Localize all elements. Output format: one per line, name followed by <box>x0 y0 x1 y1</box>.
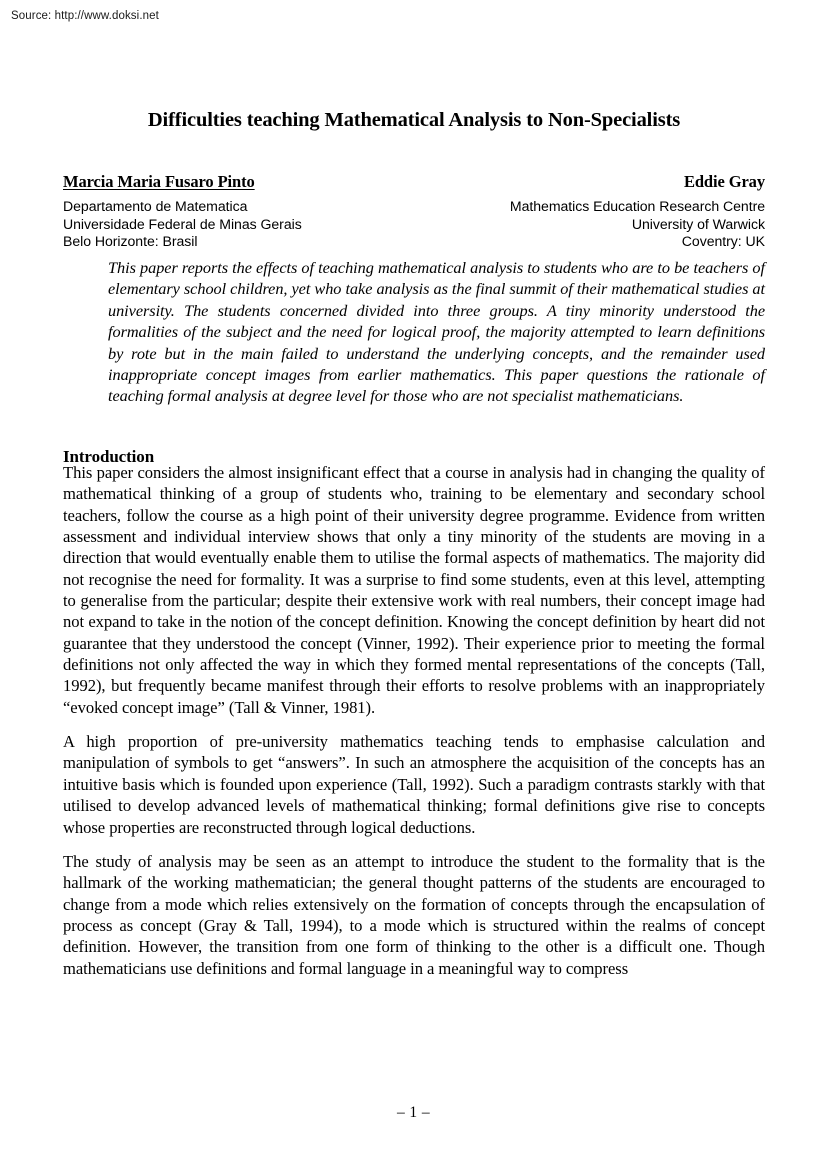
affiliation-left <box>63 198 400 251</box>
page-title: Difficulties teaching Mathematical Analysis to Non-Specialists <box>147 109 681 131</box>
author-left <box>63 171 400 251</box>
affiliation-right <box>428 198 765 251</box>
author-block <box>63 171 765 251</box>
affiliation-line: Departamento de Matematica <box>63 198 248 214</box>
body-text <box>63 462 765 979</box>
page-number-footer: – 1 – <box>397 1104 430 1121</box>
affiliation-line: Universidade Federal de Minas Gerais <box>63 215 302 232</box>
section-heading-introduction: Introduction <box>63 447 155 467</box>
affiliation-line: University of Warwick <box>631 215 765 232</box>
author-name-right: Eddie Gray <box>683 172 765 191</box>
body-paragraph: This paper considers the almost insignificant effect that a course in analysis had in changing the quality of mathematical thinking of a group of students who, training to be elementary and secondary school teachers, follow the course as a high point of their university degree programme. Evidence from written assessment and individual interview shows that only a tiny minority of the students are moving in a direction that would eventually enable them to utilise the formal aspects of mathematics. The majority did not recognise the need for formality. It was a surprise to find some students, even at this level, attempting to generalise from the particular; despite their extensive work with real numbers, their concept image had not expand to take in the notion of the concept definition. Knowing the concept definition by heart did not guarantee that they understood the concept (Vinner, 1992). Their experience prior to meeting the formal definitions not only affected the way in which they formed mental representations of the concepts (Tall, 1992), but frequently became manifest through their efforts to resolve problems with an inappropriately “evoked concept image” (Tall & Vinner, 1981). <box>63 463 765 717</box>
author-right <box>428 171 765 251</box>
abstract-text: This paper reports the effects of teaching mathematical analysis to students who are to be teachers of elementary school children, yet who take analysis as the final summit of their mathematical studies at university. The students concerned divided into three groups. A tiny minority understood the formalities of the subject and the need for logical proof, the majority attempted to learn definitions by rote but in the main failed to understand the underlying concepts, and the remainder used inappropriate concept images from earlier mathematics. This paper questions the rationale of teaching formal analysis at degree level for those who are not specialist mathematicians. <box>108 258 765 406</box>
body-paragraph: A high proportion of pre-university mathematics teaching tends to emphasise calculation and manipulation of symbols to get “answers”. In such an atmosphere the acquisition of the concepts has an intuitive basis which is founded upon experience (Tall, 1992). Such a paradigm contrasts starkly with that utilised to develop advanced levels of mathematical thinking; formal definitions give rise to concepts whose properties are reconstructed through logical deductions. <box>63 732 765 837</box>
author-name-left: Marcia Maria Fusaro Pinto <box>63 172 255 191</box>
affiliation-line: Coventry: UK <box>681 233 765 250</box>
affiliation-line: Belo Horizonte: Brasil <box>63 233 198 250</box>
body-paragraph: The study of analysis may be seen as an attempt to introduce the student to the formality that is the hallmark of the working mathematician; the general thought patterns of the students are encouraged to change from a mode which relies extensively on the formation of concepts through the encapsulation of process as concept (Gray & Tall, 1994), to a mode which is structured within the realms of concept definition. However, the transition from one form of thinking to the other is a difficult one. Though mathematicians use definitions and formal language in a meaningful way to compress <box>63 851 765 978</box>
source-watermark: Source: http://www.doksi.net <box>11 10 159 22</box>
affiliation-line: Mathematics Education Research Centre <box>509 198 765 214</box>
